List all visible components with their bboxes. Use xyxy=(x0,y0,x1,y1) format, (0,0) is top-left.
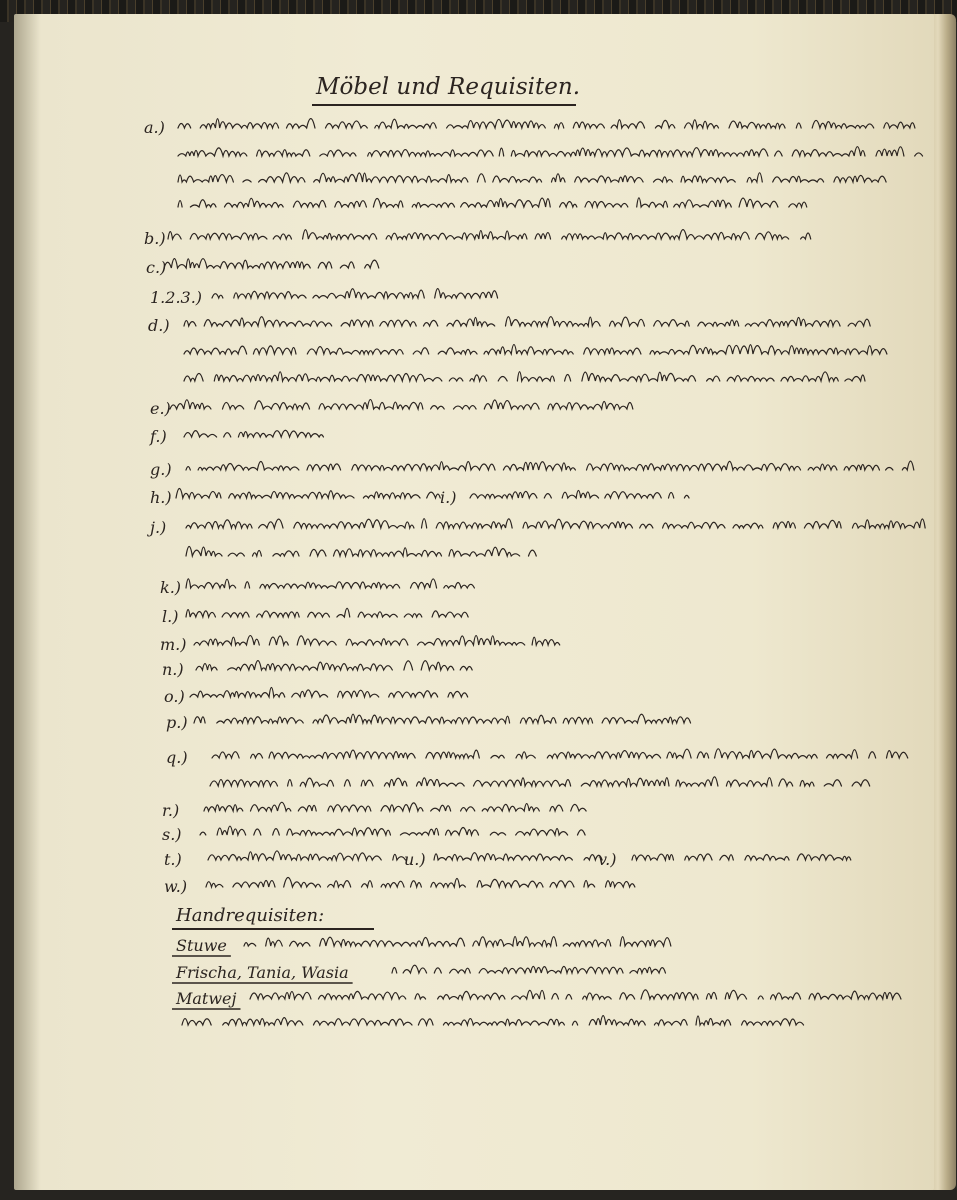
handwriting-line-8 xyxy=(184,345,887,354)
sub-heading: Handrequisiten: xyxy=(176,905,325,926)
item-marker: e.) xyxy=(150,399,171,418)
item-marker: f.) xyxy=(150,427,167,446)
handwriting-line-24 xyxy=(210,777,870,786)
handwriting-line-22 xyxy=(194,714,691,723)
handwriting-line-0 xyxy=(178,119,915,128)
item-marker: a.) xyxy=(144,118,165,137)
handwriting-line-25 xyxy=(204,802,586,811)
handwriting-line-5 xyxy=(164,259,379,268)
item-marker: g.) xyxy=(150,460,172,479)
character-name: Matwej xyxy=(176,989,237,1008)
item-marker: p.) xyxy=(166,713,188,732)
handwriting-line-2 xyxy=(178,173,886,182)
item-marker: j.) xyxy=(150,518,167,537)
handwriting-line-34 xyxy=(182,1016,804,1025)
handwriting-line-10 xyxy=(170,400,633,409)
item-marker: l.) xyxy=(162,607,179,626)
handwriting-line-4 xyxy=(168,230,811,239)
handwriting-line-28 xyxy=(434,853,602,860)
item-marker: t.) xyxy=(164,850,182,869)
handwriting-line-30 xyxy=(206,878,635,887)
handwriting-line-1 xyxy=(178,147,923,156)
handwriting-line-29 xyxy=(632,854,851,860)
item-marker: b.) xyxy=(144,229,166,248)
handwriting-line-20 xyxy=(196,661,472,670)
handwriting-line-33 xyxy=(250,990,901,999)
sub-heading-underline xyxy=(172,928,374,930)
character-name: Frischa, Tania, Wasia xyxy=(176,963,349,982)
handwriting-line-15 xyxy=(186,519,925,528)
item-marker: v.) xyxy=(598,850,617,869)
handwriting-line-19 xyxy=(194,636,560,645)
handwriting-line-17 xyxy=(186,579,474,588)
handwriting-line-12 xyxy=(186,461,914,470)
handwriting-line-9 xyxy=(184,372,865,381)
handwriting-line-16 xyxy=(186,547,536,556)
item-marker: c.) xyxy=(146,258,167,277)
handwriting-line-7 xyxy=(184,317,870,326)
item-marker: n.) xyxy=(162,660,184,679)
character-name: Stuwe xyxy=(176,936,227,955)
handwriting-line-23 xyxy=(212,749,908,758)
handwriting-line-11 xyxy=(184,430,323,437)
handwriting-line-13 xyxy=(176,489,440,498)
page-heading: Möbel und Requisiten. xyxy=(316,74,581,100)
handwriting-line-26 xyxy=(200,826,585,835)
handwriting-line-18 xyxy=(186,608,468,617)
handwriting-line-14 xyxy=(470,490,689,498)
item-marker: h.) xyxy=(150,488,172,507)
item-marker: i.) xyxy=(440,488,457,507)
handwriting-line-3 xyxy=(178,198,807,207)
item-marker: q.) xyxy=(166,748,188,767)
handwriting-line-21 xyxy=(190,688,468,697)
item-marker: m.) xyxy=(160,635,187,654)
handwriting-line-32 xyxy=(392,965,665,973)
item-marker: k.) xyxy=(160,578,182,597)
item-marker: u.) xyxy=(404,850,426,869)
item-marker: 1.2.3.) xyxy=(150,288,203,307)
handwriting-line-31 xyxy=(244,937,671,946)
item-marker: r.) xyxy=(162,801,180,820)
item-marker: s.) xyxy=(162,825,182,844)
item-marker: w.) xyxy=(164,877,188,896)
handwriting-line-6 xyxy=(212,289,498,298)
item-marker: o.) xyxy=(164,687,185,706)
handwriting-line-27 xyxy=(208,851,406,860)
item-marker: d.) xyxy=(148,316,170,335)
